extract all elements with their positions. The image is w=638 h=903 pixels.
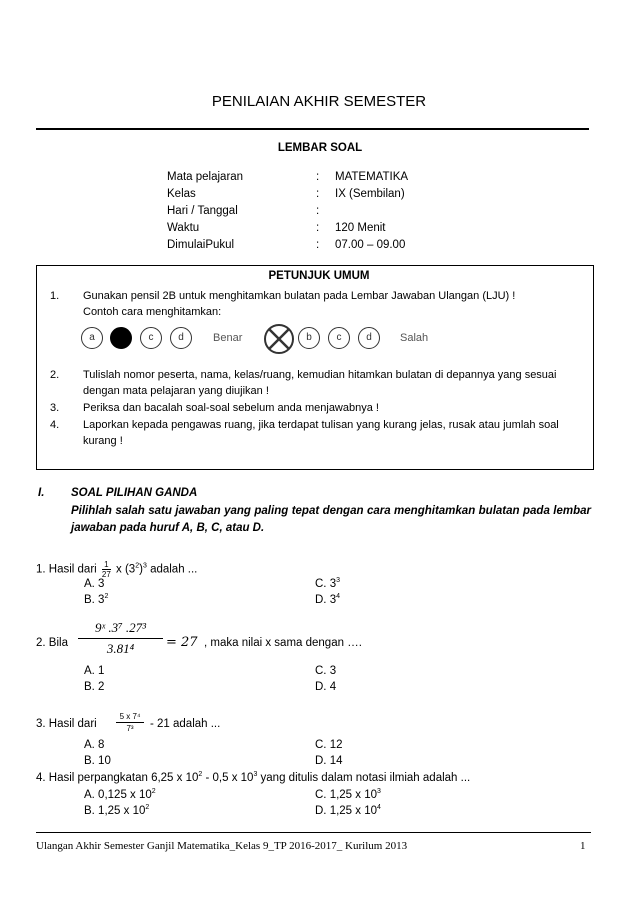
title-divider: [36, 128, 589, 130]
question-2-fraction: 9ˣ .3⁷ .27³ 3.81⁴: [78, 620, 163, 657]
question-1: 1. Hasil dari $\frac{1}{27}$ x $(3^2)^3$ adalah ...: [36, 560, 198, 579]
q3-option-c: C. 12: [315, 739, 343, 751]
info-label: Kelas: [167, 188, 196, 200]
question-2-prefix: 2. Bila: [36, 637, 68, 649]
q2-option-a: A. 1: [84, 665, 105, 677]
instruction-item-4: 4. Laporkan kepada pengawas ruang, jika terdapat tulisan yang kurang jelas, rusak atau jumlah soal kurang !: [50, 419, 559, 447]
q3-option-b: B. 10: [84, 755, 111, 767]
bubble-c: c: [140, 327, 162, 349]
section-instruction: Pilihlah salah satu jawaban yang paling tepat dengan cara menghitamkan bulatan pada lembar jawaban pada huruf A, B, C, atau D.: [71, 505, 591, 534]
bubble-d: d: [358, 327, 380, 349]
cross-mark-icon: [266, 326, 292, 352]
info-value: 120 Menit: [335, 222, 386, 234]
q2-option-b: B. 2: [84, 681, 105, 693]
question-2-equals: = 27: [166, 635, 198, 650]
correct-label: Benar: [213, 332, 243, 344]
section-number: I.: [38, 487, 45, 499]
q2-option-d: D. 4: [315, 681, 337, 693]
bubble-crossed: [264, 324, 294, 354]
q1-option-c: C. $3^3$: [315, 577, 340, 590]
bubble-b: b: [298, 327, 320, 349]
section-title: SOAL PILIHAN GANDA: [71, 487, 198, 499]
instruction-item-2: 2. Tulislah nomor peserta, nama, kelas/ruang, kemudian hitamkan bulatan di depannya yang sesuai dengan mata pelajaran yang diujikan !: [50, 369, 557, 397]
q1-option-d: D. $3^4$: [315, 593, 340, 606]
info-label: Mata pelajaran: [167, 171, 244, 183]
question-3-suffix: - 21 adalah ...: [150, 718, 221, 730]
info-label: Hari / Tanggal: [167, 205, 238, 217]
instruction-item-3: 3. Periksa dan bacalah soal-soal sebelum anda menjawabnya !: [50, 402, 379, 414]
bubble-filled: [110, 327, 132, 349]
info-value: 07.00 – 09.00: [335, 239, 406, 251]
q4-option-d: D. 1,25 x $10^4$: [315, 804, 381, 817]
sheet-subtitle: LEMBAR SOAL: [277, 142, 363, 154]
q4-option-c: C. 1,25 x $10^3$: [315, 788, 381, 801]
page-number: 1: [580, 840, 586, 852]
bubble-d: d: [170, 327, 192, 349]
info-label: DimulaiPukul: [167, 239, 235, 251]
footer-divider: [36, 832, 591, 833]
q1-option-b: B. $3^2$: [84, 593, 109, 606]
fraction: $\frac{1}{27}$: [101, 560, 111, 579]
question-3-fraction: 5 x 7⁴ 7³: [116, 711, 144, 734]
q2-option-c: C. 3: [315, 665, 337, 677]
page-title: PENILAIAN AKHIR SEMESTER: [211, 93, 427, 110]
q4-option-a: A. 0,125 x $10^2$: [84, 788, 156, 801]
question-2-suffix: , maka nilai x sama dengan ….: [204, 637, 362, 649]
bubble-c: c: [328, 327, 350, 349]
question-4: 4. Hasil perpangkatan 6,25 x $10^2 - 0,5$ x $10^3$ yang ditulis dalam notasi ilmiah adalah ...: [36, 771, 471, 784]
footer-text: Ulangan Akhir Semester Ganjil Matematika_Kelas 9_TP 2016-2017_ Kurilum 2013: [36, 840, 408, 852]
info-value: MATEMATIKA: [335, 171, 409, 183]
wrong-label: Salah: [400, 332, 429, 344]
q3-option-a: A. 8: [84, 739, 105, 751]
info-value: IX (Sembilan): [335, 188, 405, 200]
bubble-a: a: [81, 327, 103, 349]
question-3-prefix: 3. Hasil dari: [36, 718, 97, 730]
info-label: Waktu: [167, 222, 200, 234]
instructions-title: PETUNJUK UMUM: [268, 270, 370, 282]
q3-option-d: D. 14: [315, 755, 343, 767]
q4-option-b: B. 1,25 x $10^2$: [84, 804, 150, 817]
q1-option-a: A. 3: [84, 578, 105, 590]
